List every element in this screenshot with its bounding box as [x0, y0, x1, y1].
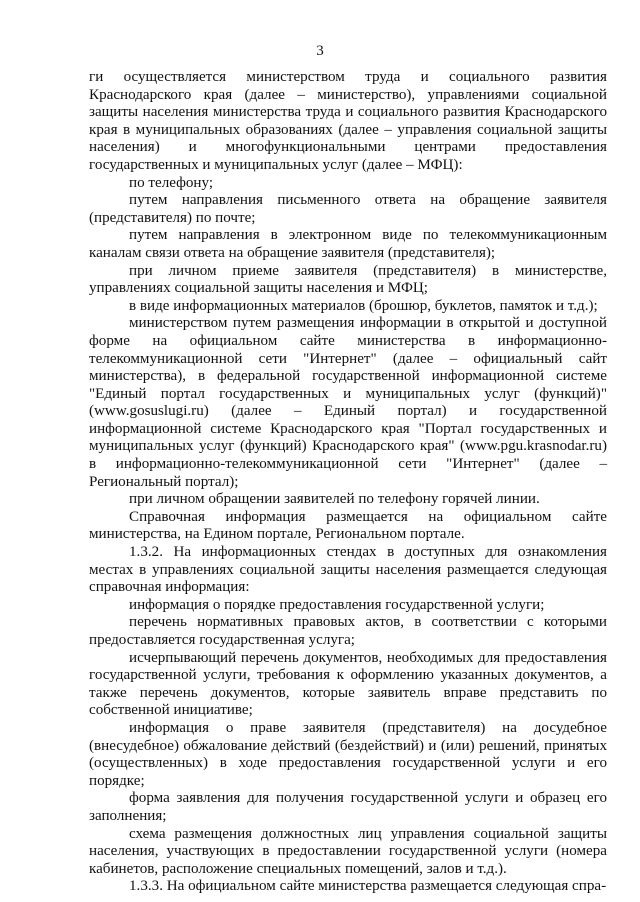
paragraph: информация о порядке предоставления государственной услуги; — [129, 596, 545, 613]
paragraph: Справочная информация размещается на официальном сайте министерства, на Едином портале, Региональном портале. — [89, 508, 607, 543]
paragraph: форма заявления для получения государственной услуги и образец его заполнения; — [89, 790, 607, 824]
paragraph: путем направления в электронном виде по телекоммуникационным каналам связи ответа на обращение заявителя (представителя); — [89, 227, 607, 261]
paragraph: 1.3.2. На информационных стендах в доступных для ознакомления местах в управлениях социальной защиты населения размещается следующая справочная информация: — [89, 544, 607, 596]
paragraph: при личном приеме заявителя (представителя) в министерстве, управлениях социальной защиты населения и МФЦ; — [89, 262, 607, 297]
paragraph: перечень нормативных правовых актов, в соответствии с которыми предоставляется государственная услуга; — [89, 614, 607, 648]
paragraph: исчерпывающий перечень документов, необходимых для предоставления государственной услуги, требования к оформлению указанных документов, а также перечень документов, которые заявитель вправе представить по собственной инициативе; — [89, 649, 607, 719]
paragraph: схема размещения должностных лиц управления социальной защиты населения, участвующих в предоставлении государственной услуги (номера кабинетов, расположение специальных помещений, залов и т.д.). — [89, 825, 607, 877]
page-number: 3 — [316, 43, 324, 59]
paragraph: 1.3.3. На официальном сайте министерства размещается следующая спра- — [129, 878, 607, 895]
paragraph: информация о праве заявителя (представителя) на досудебное (внесудебное) обжалование действий (бездействий) и (или) решений, принятых (осуществленных) в ходе предоставления государственной услуги и его порядке; — [89, 719, 607, 789]
paragraph: министерством путем размещения информации в открытой и доступной форме на официальном сайте министерства в информационно-телекоммуникационной сети "Интернет" (далее – официальный сайт министерства), в федеральной государственной информационной системе "Единый портал государственных и муниципальных услуг (функций)" (www.gosuslugi.ru) (далее – Единый портал) и государственной информационной системе Краснодарского края "Портал государственных и муниципальных услуг (функций) Краснодарского края" (www.pgu.krasnodar.ru) в информационно-телекоммуникационной сети "Интернет" (далее – Региональный портал); — [89, 315, 607, 490]
paragraph: по телефону; — [129, 174, 214, 191]
paragraph: путем направления письменного ответа на обращение заявителя (представителя) по почте; — [89, 192, 607, 226]
paragraph: при личном обращении заявителей по телефону горячей линии. — [129, 491, 540, 508]
document-body — [89, 69, 607, 896]
paragraph: ги осуществляется министерством труда и социального развития Краснодарского края (далее – министерство), управлениями социальной защиты населения министерства труда и социального развития Краснодарского края в муниципальных образованиях (далее – управления социальной защиты населения) и многофункциональными центрами предоставления государственных и муниципальных услуг (далее – МФЦ): — [89, 69, 607, 173]
paragraph: в виде информационных материалов (брошюр, буклетов, памяток и т.д.); — [129, 297, 598, 314]
